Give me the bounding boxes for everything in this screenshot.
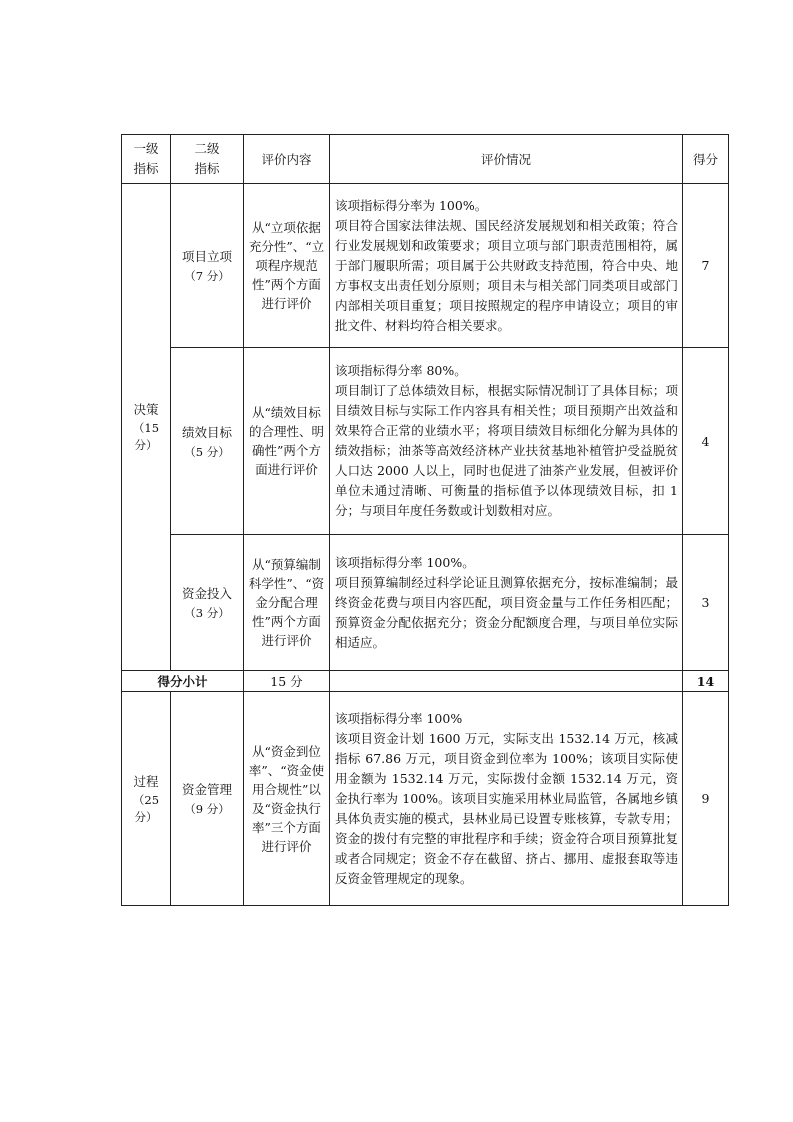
table-row [122, 348, 729, 535]
level1-process [122, 692, 171, 906]
table-row [122, 692, 729, 906]
eval-situation [330, 535, 683, 671]
subtotal-row [122, 671, 729, 692]
subtotal-label: 得分小计 [122, 671, 244, 692]
level2-points: （3 分） [184, 606, 230, 620]
level2-name: 绩效目标 [181, 424, 232, 440]
situation-detail: 项目预算编制经过科学论证且测算依据充分，按标准编制；最终资金花费与项目内容匹配，项目资金量与工作任务相匹配；预算资金分配依据充分；资金分配额度合理，与项目单位实际相适应。 [335, 574, 678, 650]
eval-content: 从“资金到位率”、“资金使用合规性”以及“资金执行率”三个方面进行评价 [244, 692, 330, 906]
situation-detail: 该项目资金计划 1600 万元，实际支出 1532.14 万元，核减指标 67.86 万元，项目资金到位率为 100%；该项目实际使用金额为 1532.14 万元，实际拨付金额 1532.14 万元，资金执行率为 100%。该项目实施采用林业局监管，各属地乡镇具体负责实施的模式，县林业局已设置专账核算，专款专用；资金的拨付有完整的审批程序和手续；资金符合项目预算批复或者合同规定；资金不存在截留、挤占、挪用、虚报套取等违反资金管理规定的现象。 [335, 730, 678, 886]
eval-situation [330, 348, 683, 535]
situation-summary: 该项指标得分率 100% [335, 710, 463, 726]
level1-points: （15 分） [132, 421, 160, 452]
level2-points: （5 分） [184, 444, 230, 459]
situation-summary: 该项指标得分率 80%。 [335, 363, 467, 378]
situation-summary: 该项指标得分率 100%。 [335, 554, 475, 570]
level2-cell [171, 184, 244, 348]
level2-name: 资金管理 [181, 782, 232, 797]
table-row [122, 535, 729, 671]
situation-summary: 该项指标得分率为 100%。 [335, 197, 488, 213]
eval-content: 从“立项依据充分性”、“立项程序规范性”两个方面进行评价 [244, 184, 330, 348]
score-cell: 9 [683, 692, 729, 906]
situation-detail: 项目制订了总体绩效目标，根据实际情况制订了具体目标；项目绩效目标与实际工作内容具有相关性；项目预期产出效益和效果符合正常的业绩水平；将项目绩效目标细化分解为具体的绩效指标；油茶等高效经济林产业扶贫基地补植管护受益脱贫人口达 2000 人以上，同时也促进了油茶产业发展，但被评价单位未通过清晰、可衡量的指标值予以体现绩效目标，扣 1 分；与项目年度任务数或计划数相对应。 [335, 383, 678, 518]
header-level2: 二级 指标 [171, 135, 244, 184]
level2-cell [171, 692, 244, 906]
header-score: 得分 [683, 135, 729, 184]
header-level1: 一级 指标 [122, 135, 171, 184]
situation-detail: 项目符合国家法律法规、国民经济发展规划和相关政策；符合行业发展规划和政策要求；项目立项与部门职责范围相符，属于部门履职所需；项目属于公共财政支持范围，符合中央、地方事权支出责任划分原则；项目未与相关部门同类项目或部门内部相关项目重复；项目按照规定的程序申请设立；项目的审批文件、材料均符合相关要求。 [335, 217, 678, 333]
level2-name: 资金投入 [181, 586, 232, 601]
level1-label: 过程 [133, 773, 159, 789]
level1-label: 决策 [133, 402, 159, 417]
score-cell: 3 [683, 535, 729, 671]
eval-situation [330, 184, 683, 348]
level1-decision [122, 184, 171, 671]
level2-cell [171, 348, 244, 535]
header-situation: 评价情况 [330, 135, 683, 184]
eval-content: 从“绩效目标的合理性、明确性”两个方面进行评价 [244, 348, 330, 535]
subtotal-score: 14 [683, 671, 729, 692]
subtotal-points: 15 分 [244, 671, 330, 692]
header-content: 评价内容 [244, 135, 330, 184]
score-cell: 7 [683, 184, 729, 348]
eval-situation [330, 692, 683, 906]
eval-content: 从“预算编制科学性”、“资金分配合理性”两个方面进行评价 [244, 535, 330, 671]
table-row [122, 184, 729, 348]
score-cell: 4 [683, 348, 729, 535]
subtotal-empty [330, 671, 683, 692]
header-row [122, 135, 729, 184]
level1-points: （25 分） [132, 792, 160, 824]
level2-cell [171, 535, 244, 671]
level2-points: （9 分） [184, 802, 230, 816]
level2-name: 项目立项 [181, 249, 232, 264]
evaluation-table [121, 134, 729, 906]
level2-points: （7 分） [184, 269, 230, 283]
